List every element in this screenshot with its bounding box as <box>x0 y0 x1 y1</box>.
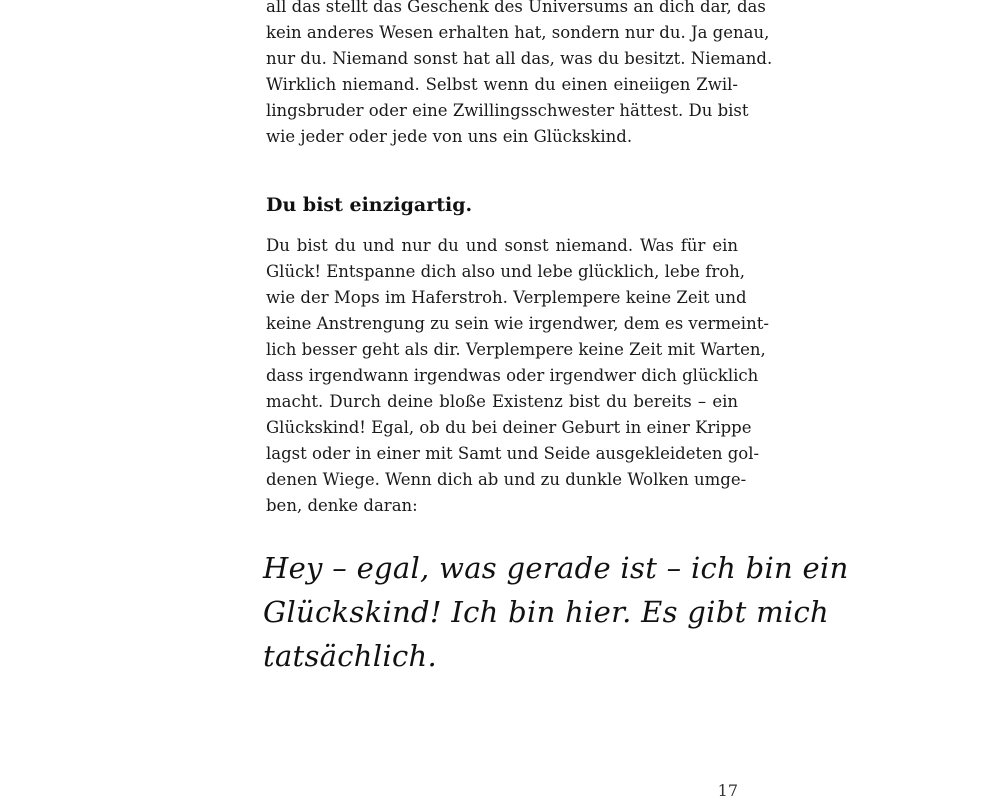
text-line: Du bist du und nur du und sonst niemand. Was für ein <box>266 236 738 255</box>
text-line: kein anderes Wesen erhalten hat, sondern nur du. Ja genau, <box>266 23 770 42</box>
text-line: all das stellt das Geschenk des Universums an dich dar, das <box>266 0 766 16</box>
text-line: Glück! Entspanne dich also und lebe glücklich, lebe froh, <box>266 262 746 281</box>
text-line: Wirklich niemand. Selbst wenn du einen eineiigen Zwil- <box>266 75 738 94</box>
paragraph-intro <box>266 0 773 150</box>
text-line: wie der Mops im Haferstroh. Verplempere keine Zeit und <box>266 288 747 307</box>
text-line: wie jeder oder jede von uns ein Glückskind. <box>266 127 633 146</box>
text-line: lich besser geht als dir. Verplempere keine Zeit mit Warten, <box>266 340 766 359</box>
text-line: dass irgendwann irgendwas oder irgendwer dich glücklich <box>266 366 759 385</box>
text-line: ben, denke daran: <box>266 496 418 515</box>
paragraph-body <box>266 233 769 519</box>
quote-line: Glückskind! Ich bin hier. Es gibt mich <box>263 595 829 629</box>
text-line: Glückskind! Egal, ob du bei deiner Geburt in einer Krippe <box>266 418 752 437</box>
text-line: lingsbruder oder eine Zwillingsschwester hättest. Du bist <box>266 101 749 120</box>
quote-line: Hey – egal, was gerade ist – ich bin ein <box>263 551 849 585</box>
text-line: denen Wiege. Wenn dich ab und zu dunkle Wolken umge- <box>266 470 747 489</box>
handwritten-quote <box>263 546 849 678</box>
text-line: keine Anstrengung zu sein wie irgendwer, dem es vermeint- <box>266 314 769 333</box>
section-heading: Du bist einzigartig. <box>266 194 473 216</box>
text-line: macht. Durch deine bloße Existenz bist du bereits – ein <box>266 392 738 411</box>
text-line: lagst oder in einer mit Samt und Seide ausgekleideten gol- <box>266 444 760 463</box>
quote-line: tatsächlich. <box>263 639 437 673</box>
text-line: nur du. Niemand sonst hat all das, was du besitzt. Niemand. <box>266 49 773 68</box>
page-number: 17 <box>717 781 738 800</box>
